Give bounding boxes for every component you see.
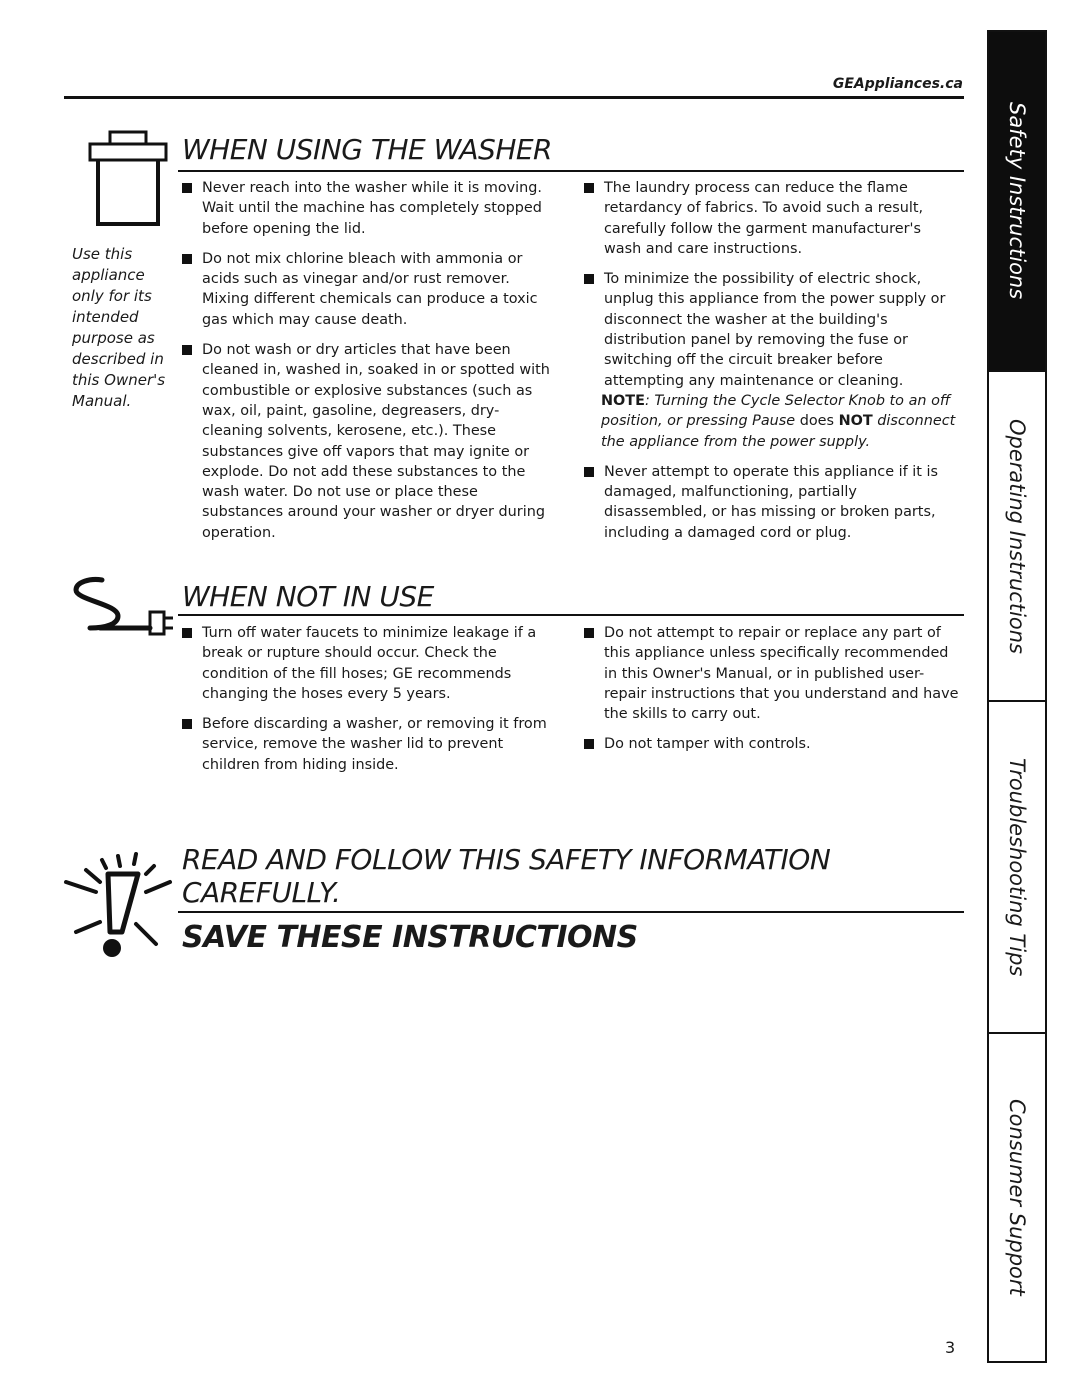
note-label: NOTE — [601, 392, 645, 409]
usage-side-note: Use this appliance only for its intended purpose as described in this Owner's Manual. — [72, 245, 166, 410]
site-url: GEAppliances.ca — [832, 76, 963, 92]
note-text-2: disconnect the appliance from the power supply. — [601, 413, 956, 450]
note-text-1: : Turning the Cycle Selector Knob to an off position, or pressing Pause — [601, 392, 951, 430]
note-does: does — [799, 413, 835, 430]
washer-right-bullets — [584, 178, 962, 553]
read-heading-rule — [178, 911, 964, 913]
not-in-use-left-bullets — [182, 623, 557, 785]
bullet-no-tamper: Do not tamper with controls. — [584, 734, 962, 754]
tab-safety-instructions[interactable] — [989, 32, 1045, 370]
read-heading-line-2: CAREFULLY. — [182, 876, 341, 909]
tab-troubleshooting-label: Troubleshooting Tips — [1005, 757, 1029, 977]
save-instructions-heading: SAVE THESE INSTRUCTIONS — [182, 920, 638, 955]
bullet-electric-shock: To minimize the possibility of electric shock, unplug this appliance from the power supply or disconnect the washer at the building's distribution panel by removing the fuse or switching off the circuit breaker before attempting any maintenance or cleaning. — [584, 269, 962, 391]
not-in-use-title: WHEN NOT IN USE — [182, 580, 434, 613]
page-number: 3 — [945, 1338, 956, 1357]
power-note — [584, 391, 962, 452]
section-tabs — [987, 30, 1047, 1363]
tab-consumer-label: Consumer Support — [1005, 1099, 1029, 1296]
header-rule — [64, 96, 964, 99]
not-in-use-right-bullets — [584, 623, 962, 765]
washer-icon — [88, 130, 168, 230]
bullet-discarding-washer: Before discarding a washer, or removing it from service, remove the washer lid to prevent children from hiding inside. — [182, 714, 557, 775]
tab-operating-label: Operating Instructions — [1005, 418, 1029, 654]
washer-section-rule — [178, 170, 964, 172]
note-not: NOT — [838, 413, 873, 430]
bullet-flame-retardancy: The laundry process can reduce the flame retardancy of fabrics. To avoid such a result, carefully follow the garment manufacturer's wash and care instructions. — [584, 178, 962, 259]
read-and-follow-heading — [182, 843, 830, 909]
bullet-no-repair: Do not attempt to repair or replace any part of this appliance unless specifically recommended in this Owner's Manual, or in published user-repair instructions that you understand and have the skills to carry out. — [584, 623, 962, 724]
washer-left-bullets — [182, 178, 557, 553]
tab-consumer-support[interactable] — [989, 1032, 1045, 1361]
bullet-no-mix-bleach: Do not mix chlorine bleach with ammonia or acids such as vinegar and/or rust remover. Mixing different chemicals can produce a toxic gas which may cause death. — [182, 249, 557, 330]
tab-troubleshooting-tips[interactable] — [989, 700, 1045, 1032]
bullet-damaged-appliance: Never attempt to operate this appliance if it is damaged, malfunctioning, partially disassembled, or has missing or broken parts, including a damaged cord or plug. — [584, 462, 962, 543]
plug-icon — [70, 574, 175, 636]
bullet-water-faucets: Turn off water faucets to minimize leakage if a break or rupture should occur. Check the condition of the fill hoses; GE recommends changing the hoses every 5 years. — [182, 623, 557, 704]
tab-safety-label: Safety Instructions — [1005, 102, 1029, 300]
not-in-use-rule — [178, 614, 964, 616]
washer-section-title: WHEN USING THE WASHER — [182, 133, 553, 166]
warning-exclamation-icon — [60, 852, 180, 962]
bullet-no-combustibles: Do not wash or dry articles that have been cleaned in, washed in, soaked in or spotted with combustible or explosive substances (such as wax, oil, paint, gasoline, degreasers, dry-cleaning solvents, kerosene, etc.). These substances give off vapors that may ignite or explode. Do not add these substances to the wash water. Do not use or place these substances around your washer or dryer during operation. — [182, 340, 557, 543]
read-heading-line-1: READ AND FOLLOW THIS SAFETY INFORMATION — [182, 843, 831, 876]
bullet-never-reach: Never reach into the washer while it is moving. Wait until the machine has completely stopped before opening the lid. — [182, 178, 557, 239]
tab-operating-instructions[interactable] — [989, 370, 1045, 700]
